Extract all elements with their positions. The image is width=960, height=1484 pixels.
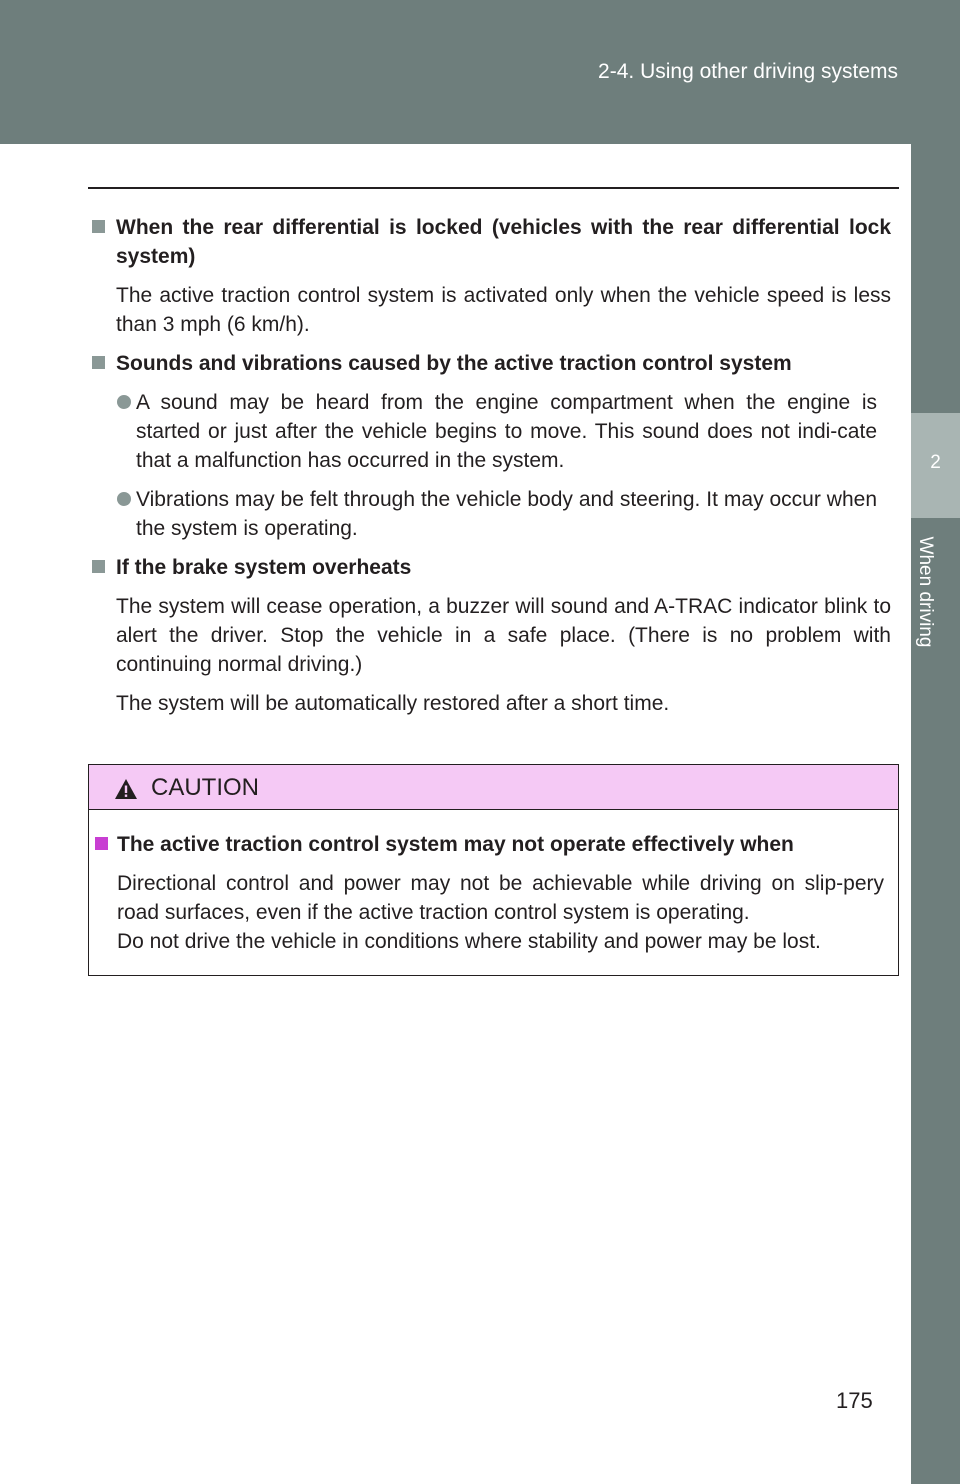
caution-paragraph: Directional control and power may not be achievable while driving on slip-pery road surfaces, even if the active traction control system is operating. xyxy=(117,872,884,924)
section-title: 2-4. Using other driving systems xyxy=(598,60,898,83)
list-item-text: A sound may be heard from the engine compartment when the engine is started or just after the vehicle begins to move. This sound does not indi-cate that a malfunction has occurred in the system. xyxy=(136,391,877,472)
paragraph: The system will be automatically restored after a short time. xyxy=(116,692,670,715)
header-rule xyxy=(88,187,899,189)
section-heading-text: Sounds and vibrations caused by the active traction control system xyxy=(116,352,792,375)
section-heading xyxy=(88,553,891,582)
square-bullet-icon xyxy=(95,837,108,850)
page-number: 175 xyxy=(836,1388,873,1413)
caution-paragraph: Do not drive the vehicle in conditions where stability and power may be lost. xyxy=(117,930,821,953)
warning-triangle-icon xyxy=(114,778,138,800)
section-heading-text: When the rear differential is locked (vehicles with the rear differential lock system) xyxy=(116,216,891,268)
main-content xyxy=(88,213,891,728)
list-item xyxy=(88,485,891,543)
square-bullet-icon xyxy=(92,560,105,573)
chapter-label: When driving xyxy=(915,536,936,648)
paragraph: The active traction control system is activated only when the vehicle speed is less than 3 mph (6 km/h). xyxy=(116,284,891,336)
chapter-side-tab xyxy=(911,144,960,1484)
section-heading xyxy=(88,213,891,271)
section-heading-text: If the brake system overheats xyxy=(116,556,412,579)
circle-bullet-icon xyxy=(117,395,131,409)
caution-title: CAUTION xyxy=(151,774,259,801)
paragraph: The system will cease operation, a buzzer will sound and A-TRAC indicator blink to alert the driver. Stop the vehicle in a safe place. (There is no problem with continuing normal driving.) xyxy=(116,595,891,676)
list-item-text: Vibrations may be felt through the vehicle body and steering. It may occur when the system is operating. xyxy=(136,488,877,540)
section-heading xyxy=(88,349,891,378)
page-header xyxy=(0,0,960,144)
square-bullet-icon xyxy=(92,220,105,233)
section-brake-overheat xyxy=(88,553,891,718)
section-sounds-vibrations xyxy=(88,349,891,543)
caution-box xyxy=(88,764,899,976)
square-bullet-icon xyxy=(92,356,105,369)
caution-heading xyxy=(89,830,884,859)
caution-header xyxy=(89,765,898,810)
caution-heading-text: The active traction control system may not operate effectively when xyxy=(117,833,794,856)
circle-bullet-icon xyxy=(117,492,131,506)
caution-body xyxy=(89,810,898,956)
section-rear-differential xyxy=(88,213,891,339)
list-item xyxy=(88,388,891,475)
chapter-number: 2 xyxy=(930,452,941,473)
